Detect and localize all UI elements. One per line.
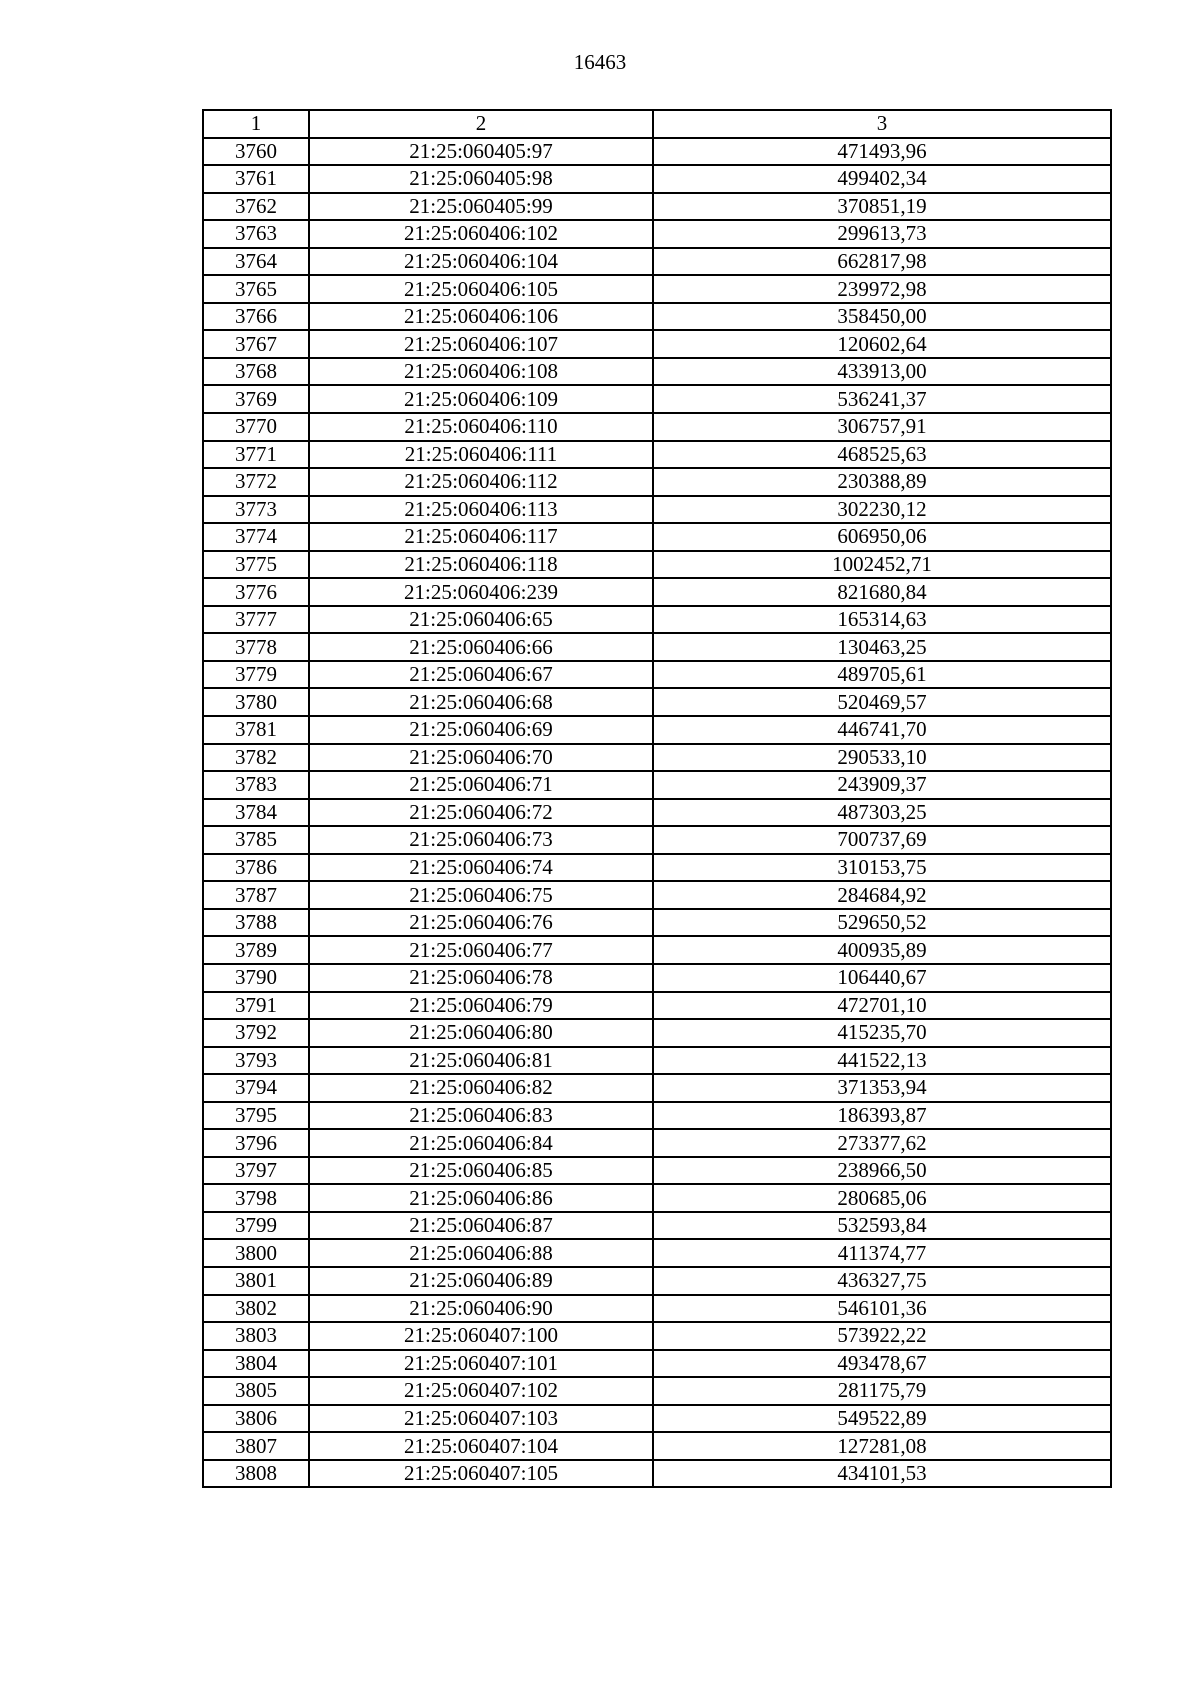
row-number-cell: 3782 [203,744,309,772]
table-row [203,303,1111,331]
cadastral-value-cell: 546101,36 [653,1295,1111,1323]
table-row [203,826,1111,854]
cadastral-number-cell: 21:25:060405:97 [309,138,653,166]
cadastral-number-cell: 21:25:060406:71 [309,771,653,799]
table-header [203,110,1111,138]
cadastral-value-cell: 532593,84 [653,1212,1111,1240]
cadastral-value-cell: 130463,25 [653,633,1111,661]
cadastral-number-cell: 21:25:060406:118 [309,551,653,579]
cadastral-number-cell: 21:25:060406:66 [309,633,653,661]
row-number-cell: 3771 [203,441,309,469]
table-row [203,1432,1111,1460]
cadastral-value-cell: 468525,63 [653,441,1111,469]
cadastral-number-cell: 21:25:060406:74 [309,854,653,882]
table-row [203,1405,1111,1433]
table-row [203,992,1111,1020]
row-number-cell: 3790 [203,964,309,992]
cadastral-value-cell: 446741,70 [653,716,1111,744]
cadastral-value-cell: 358450,00 [653,303,1111,331]
row-number-cell: 3763 [203,220,309,248]
row-number-cell: 3764 [203,248,309,276]
row-number-cell: 3785 [203,826,309,854]
table-row [203,468,1111,496]
cadastral-number-cell: 21:25:060406:78 [309,964,653,992]
cadastral-value-cell: 434101,53 [653,1460,1111,1488]
table-row [203,1350,1111,1378]
cadastral-value-cell: 230388,89 [653,468,1111,496]
table-row [203,688,1111,716]
table-row [203,248,1111,276]
cadastral-number-cell: 21:25:060406:117 [309,523,653,551]
cadastral-number-cell: 21:25:060406:111 [309,441,653,469]
cadastral-number-cell: 21:25:060406:68 [309,688,653,716]
cadastral-number-cell: 21:25:060406:102 [309,220,653,248]
cadastral-value-cell: 433913,00 [653,358,1111,386]
table-row [203,220,1111,248]
cadastral-value-cell: 238966,50 [653,1157,1111,1185]
cadastral-value-cell: 370851,19 [653,193,1111,221]
table-row [203,771,1111,799]
cadastral-value-cell: 493478,67 [653,1350,1111,1378]
page-number: 16463 [573,50,627,74]
row-number-cell: 3803 [203,1322,309,1350]
row-number-cell: 3787 [203,881,309,909]
cadastral-number-cell: 21:25:060406:113 [309,496,653,524]
cadastral-value-cell: 489705,61 [653,661,1111,689]
row-number-cell: 3784 [203,799,309,827]
table-row [203,606,1111,634]
table-row [203,1019,1111,1047]
table-row [203,1460,1111,1488]
row-number-cell: 3794 [203,1074,309,1102]
cadastral-number-cell: 21:25:060406:79 [309,992,653,1020]
row-number-cell: 3777 [203,606,309,634]
table-row [203,716,1111,744]
cadastral-value-cell: 284684,92 [653,881,1111,909]
cadastral-number-cell: 21:25:060406:108 [309,358,653,386]
cadastral-number-cell: 21:25:060406:83 [309,1102,653,1130]
row-number-cell: 3788 [203,909,309,937]
cadastral-value-cell: 411374,77 [653,1239,1111,1267]
cadastral-number-cell: 21:25:060406:80 [309,1019,653,1047]
cadastral-value-cell: 280685,06 [653,1184,1111,1212]
table-body [203,138,1111,1488]
cadastral-number-cell: 21:25:060407:102 [309,1377,653,1405]
row-number-cell: 3761 [203,165,309,193]
cadastral-number-cell: 21:25:060406:239 [309,578,653,606]
cadastral-value-cell: 290533,10 [653,744,1111,772]
table-row [203,854,1111,882]
cadastral-number-cell: 21:25:060406:82 [309,1074,653,1102]
row-number-cell: 3802 [203,1295,309,1323]
cadastral-value-cell: 606950,06 [653,523,1111,551]
cadastral-number-cell: 21:25:060406:77 [309,936,653,964]
cadastral-value-cell: 499402,34 [653,165,1111,193]
table-row [203,138,1111,166]
table-row [203,385,1111,413]
table-row [203,1074,1111,1102]
cadastral-value-cell: 487303,25 [653,799,1111,827]
row-number-cell: 3781 [203,716,309,744]
table-row [203,496,1111,524]
cadastral-value-cell: 415235,70 [653,1019,1111,1047]
column-header-1: 1 [203,110,309,138]
cadastral-number-cell: 21:25:060407:105 [309,1460,653,1488]
row-number-cell: 3786 [203,854,309,882]
table-row [203,1184,1111,1212]
table-row [203,275,1111,303]
cadastral-number-cell: 21:25:060407:103 [309,1405,653,1433]
column-header-3: 3 [653,110,1111,138]
row-number-cell: 3798 [203,1184,309,1212]
table-row [203,578,1111,606]
cadastral-value-cell: 520469,57 [653,688,1111,716]
cadastral-number-cell: 21:25:060406:85 [309,1157,653,1185]
cadastral-number-cell: 21:25:060407:100 [309,1322,653,1350]
table-row [203,193,1111,221]
cadastral-value-cell: 441522,13 [653,1047,1111,1075]
cadastral-value-cell: 306757,91 [653,413,1111,441]
row-number-cell: 3793 [203,1047,309,1075]
table-row [203,661,1111,689]
cadastral-number-cell: 21:25:060406:87 [309,1212,653,1240]
row-number-cell: 3780 [203,688,309,716]
table-row [203,1047,1111,1075]
table-row [203,441,1111,469]
table-row [203,330,1111,358]
table-row [203,1377,1111,1405]
row-number-cell: 3791 [203,992,309,1020]
column-header-2: 2 [309,110,653,138]
table-row [203,633,1111,661]
cadastral-value-cell: 239972,98 [653,275,1111,303]
cadastral-value-cell: 302230,12 [653,496,1111,524]
table-row [203,523,1111,551]
cadastral-value-cell: 573922,22 [653,1322,1111,1350]
table-row [203,165,1111,193]
cadastral-number-cell: 21:25:060406:70 [309,744,653,772]
cadastral-value-cell: 281175,79 [653,1377,1111,1405]
table-row [203,358,1111,386]
cadastral-number-cell: 21:25:060406:69 [309,716,653,744]
table-row [203,1102,1111,1130]
cadastral-value-table [202,109,1112,1488]
table-row [203,1322,1111,1350]
row-number-cell: 3778 [203,633,309,661]
table-row [203,936,1111,964]
row-number-cell: 3774 [203,523,309,551]
row-number-cell: 3783 [203,771,309,799]
row-number-cell: 3779 [203,661,309,689]
row-number-cell: 3762 [203,193,309,221]
cadastral-value-cell: 299613,73 [653,220,1111,248]
row-number-cell: 3797 [203,1157,309,1185]
cadastral-number-cell: 21:25:060406:81 [309,1047,653,1075]
cadastral-value-cell: 310153,75 [653,854,1111,882]
cadastral-value-cell: 127281,08 [653,1432,1111,1460]
cadastral-number-cell: 21:25:060406:72 [309,799,653,827]
cadastral-number-cell: 21:25:060405:98 [309,165,653,193]
cadastral-value-cell: 821680,84 [653,578,1111,606]
cadastral-number-cell: 21:25:060406:105 [309,275,653,303]
table-row [203,413,1111,441]
cadastral-value-cell: 700737,69 [653,826,1111,854]
table-row [203,799,1111,827]
cadastral-number-cell: 21:25:060406:112 [309,468,653,496]
row-number-cell: 3768 [203,358,309,386]
cadastral-value-cell: 536241,37 [653,385,1111,413]
table-row [203,909,1111,937]
table-row [203,744,1111,772]
table-row [203,1295,1111,1323]
row-number-cell: 3765 [203,275,309,303]
row-number-cell: 3773 [203,496,309,524]
cadastral-number-cell: 21:25:060406:110 [309,413,653,441]
row-number-cell: 3804 [203,1350,309,1378]
cadastral-value-cell: 371353,94 [653,1074,1111,1102]
cadastral-value-cell: 120602,64 [653,330,1111,358]
row-number-cell: 3796 [203,1129,309,1157]
row-number-cell: 3806 [203,1405,309,1433]
cadastral-number-cell: 21:25:060407:101 [309,1350,653,1378]
cadastral-value-cell: 400935,89 [653,936,1111,964]
cadastral-value-cell: 165314,63 [653,606,1111,634]
cadastral-value-cell: 472701,10 [653,992,1111,1020]
cadastral-number-cell: 21:25:060406:90 [309,1295,653,1323]
cadastral-number-cell: 21:25:060406:76 [309,909,653,937]
cadastral-value-cell: 273377,62 [653,1129,1111,1157]
cadastral-value-cell: 549522,89 [653,1405,1111,1433]
cadastral-number-cell: 21:25:060406:107 [309,330,653,358]
table-row [203,1212,1111,1240]
row-number-cell: 3776 [203,578,309,606]
table-row [203,1239,1111,1267]
table-row [203,964,1111,992]
table-row [203,1129,1111,1157]
cadastral-number-cell: 21:25:060406:89 [309,1267,653,1295]
cadastral-value-cell: 662817,98 [653,248,1111,276]
table-row [203,881,1111,909]
cadastral-number-cell: 21:25:060406:88 [309,1239,653,1267]
row-number-cell: 3772 [203,468,309,496]
cadastral-number-cell: 21:25:060406:86 [309,1184,653,1212]
row-number-cell: 3789 [203,936,309,964]
row-number-cell: 3795 [203,1102,309,1130]
row-number-cell: 3766 [203,303,309,331]
cadastral-value-cell: 106440,67 [653,964,1111,992]
cadastral-number-cell: 21:25:060406:67 [309,661,653,689]
row-number-cell: 3770 [203,413,309,441]
cadastral-number-cell: 21:25:060406:104 [309,248,653,276]
row-number-cell: 3808 [203,1460,309,1488]
cadastral-value-cell: 1002452,71 [653,551,1111,579]
cadastral-number-cell: 21:25:060405:99 [309,193,653,221]
row-number-cell: 3775 [203,551,309,579]
row-number-cell: 3792 [203,1019,309,1047]
cadastral-number-cell: 21:25:060406:65 [309,606,653,634]
cadastral-number-cell: 21:25:060406:106 [309,303,653,331]
row-number-cell: 3760 [203,138,309,166]
cadastral-number-cell: 21:25:060407:104 [309,1432,653,1460]
cadastral-number-cell: 21:25:060406:109 [309,385,653,413]
cadastral-value-cell: 471493,96 [653,138,1111,166]
cadastral-number-cell: 21:25:060406:84 [309,1129,653,1157]
cadastral-value-cell: 186393,87 [653,1102,1111,1130]
row-number-cell: 3800 [203,1239,309,1267]
cadastral-number-cell: 21:25:060406:75 [309,881,653,909]
row-number-cell: 3801 [203,1267,309,1295]
header-row [203,110,1111,138]
cadastral-value-cell: 436327,75 [653,1267,1111,1295]
row-number-cell: 3769 [203,385,309,413]
row-number-cell: 3799 [203,1212,309,1240]
row-number-cell: 3805 [203,1377,309,1405]
table-row [203,1267,1111,1295]
cadastral-value-cell: 529650,52 [653,909,1111,937]
table-row [203,1157,1111,1185]
table-row [203,551,1111,579]
cadastral-value-cell: 243909,37 [653,771,1111,799]
cadastral-number-cell: 21:25:060406:73 [309,826,653,854]
row-number-cell: 3807 [203,1432,309,1460]
row-number-cell: 3767 [203,330,309,358]
